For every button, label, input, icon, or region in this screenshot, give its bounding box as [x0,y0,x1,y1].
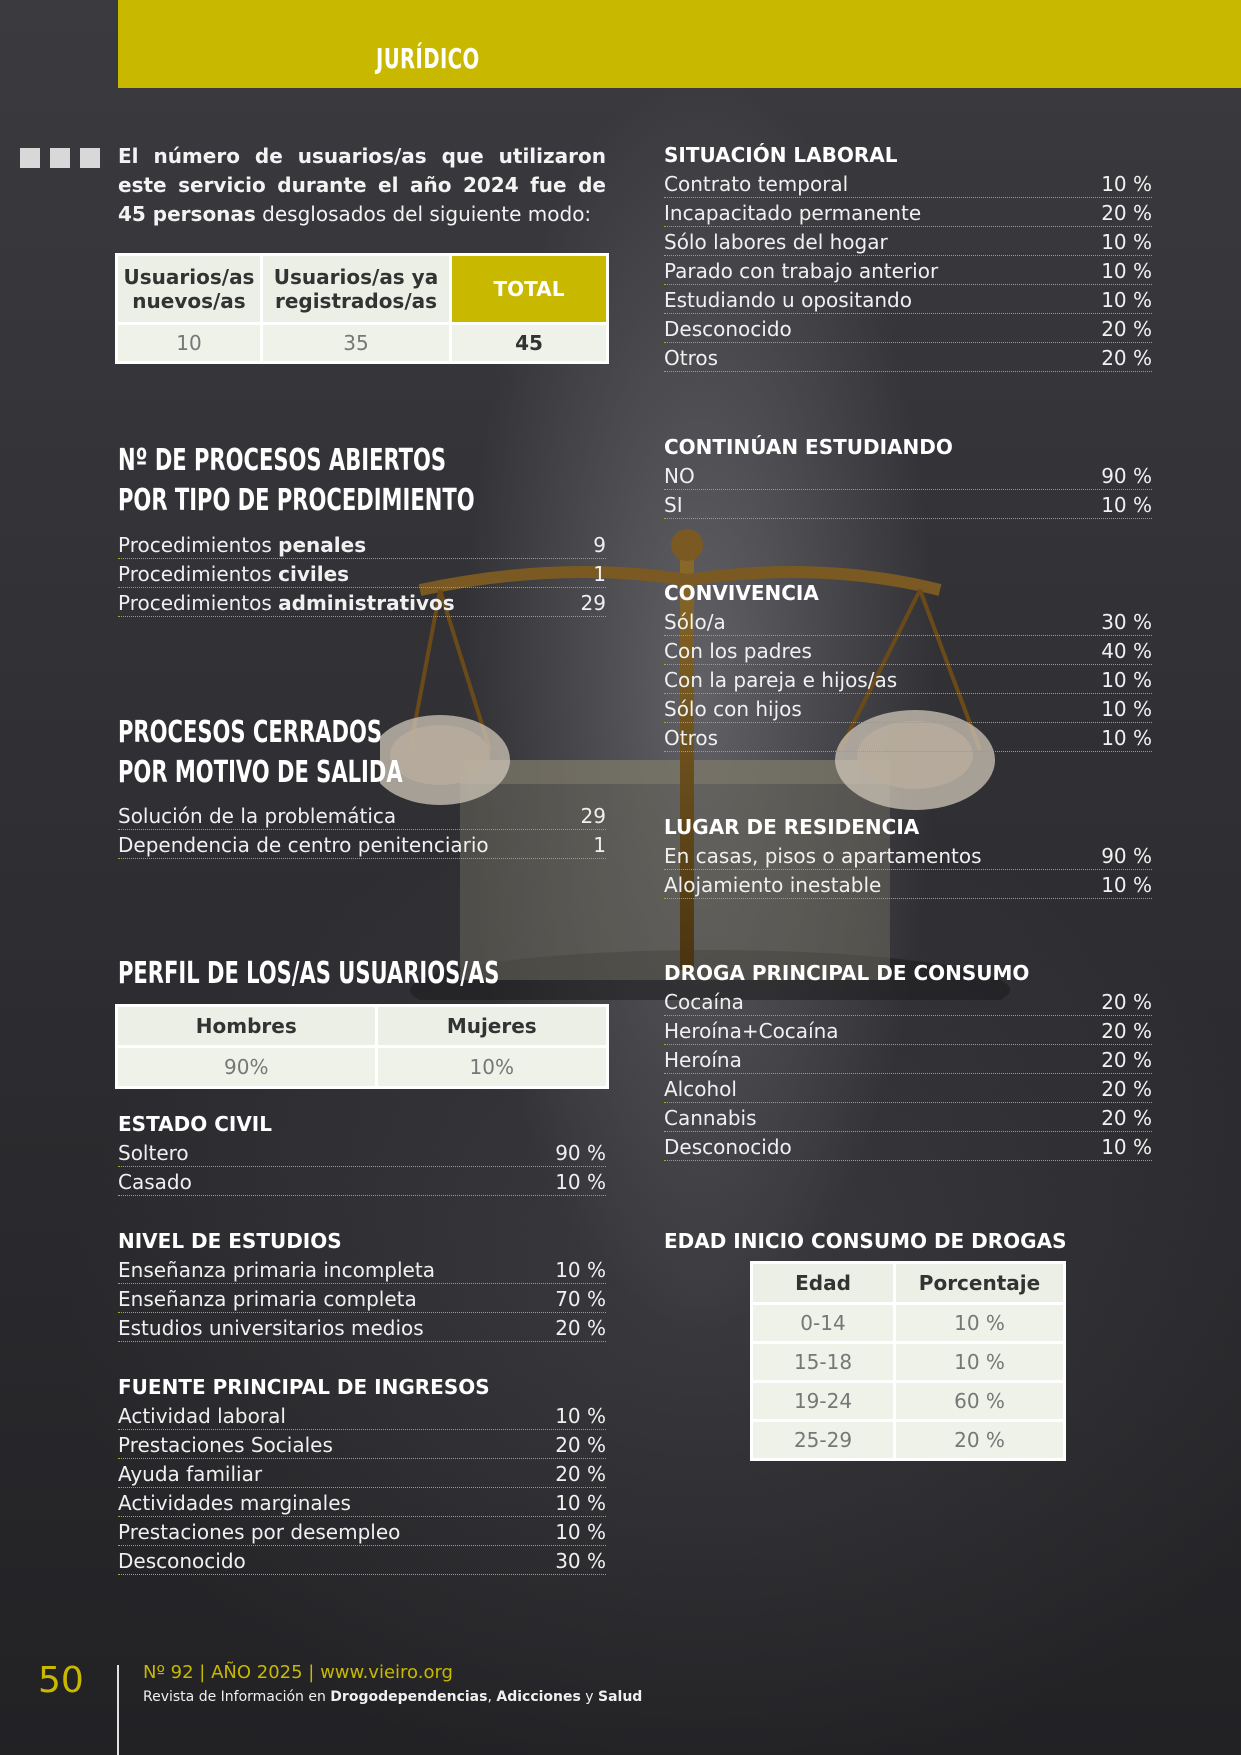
fuente-ingresos-list [118,1401,606,1575]
edad-inicio-table [750,1261,1066,1461]
item-value: 10 % [555,1170,606,1194]
procesos-cerrados-list [118,801,606,859]
item-value: 90 % [1101,464,1152,488]
usuarios-header-registrados: Usuarios/as ya registrados/as [263,256,449,322]
procesos-abiertos-list [118,530,606,617]
item-value: 10 % [1101,668,1152,692]
procesos-cerrados-title-line2: POR MOTIVO DE SALIDA [118,755,403,790]
list-item [664,607,1152,636]
perfil-value-mujeres: 10% [378,1048,606,1086]
item-value: 10 % [555,1491,606,1515]
item-label: Ayuda familiar [118,1462,263,1486]
fuente-ingresos-title: FUENTE PRINCIPAL DE INGRESOS [118,1375,490,1399]
intro-bold: El número de usuarios/as que utilizaron este servicio durante el año 2024 fue de 45 personas [118,144,606,226]
item-label: Enseñanza primaria completa [118,1287,417,1311]
item-value: 1 [593,562,606,586]
item-value: 20 % [1101,1077,1152,1101]
item-label: Cannabis [664,1106,757,1130]
item-value: 10 % [555,1520,606,1544]
list-item [118,1138,606,1167]
footer-magazine-prefix: Revista de Información en [143,1689,331,1705]
item-label: Sólo labores del hogar [664,230,888,254]
item-value: 20 % [555,1433,606,1457]
item-label-bold: administrativos [278,591,455,615]
item-value: 10 % [1101,873,1152,897]
list-item [118,1255,606,1284]
item-label: Actividad laboral [118,1404,286,1428]
item-label: Prestaciones por desempleo [118,1520,401,1544]
estado-civil-list [118,1138,606,1196]
porcentaje-cell: 10 % [896,1344,1063,1380]
item-value: 29 [580,804,606,828]
item-label: Actividades marginales [118,1491,351,1515]
item-value: 30 % [1101,610,1152,634]
procesos-abiertos-title-line1: Nº DE PROCESOS ABIERTOS [118,443,447,478]
square-icon [20,148,40,168]
list-item [664,490,1152,519]
item-value: 20 % [555,1316,606,1340]
list-item [664,841,1152,870]
item-label: En casas, pisos o apartamentos [664,844,982,868]
usuarios-value-total: 45 [452,325,606,361]
table-row [753,1344,1063,1380]
list-item [664,169,1152,198]
item-label: Alcohol [664,1077,737,1101]
item-label: NO [664,464,695,488]
section-title: JURÍDICO [376,42,480,75]
list-item [664,1016,1152,1045]
item-value: 20 % [1101,990,1152,1014]
usuarios-header-nuevos: Usuarios/as nuevos/as [118,256,260,322]
item-value: 10 % [555,1258,606,1282]
list-item [664,665,1152,694]
table-row [753,1305,1063,1341]
item-label: Sólo con hijos [664,697,802,721]
lugar-residencia-title: LUGAR DE RESIDENCIA [664,815,920,839]
list-item [118,1284,606,1313]
item-value: 70 % [555,1287,606,1311]
list-item [118,830,606,859]
list-item [118,1401,606,1430]
edad-cell: 15-18 [753,1344,893,1380]
list-item [664,636,1152,665]
item-label: Procedimientos [118,591,279,615]
convivencia-list [664,607,1152,752]
list-item [664,1074,1152,1103]
item-label: Prestaciones Sociales [118,1433,333,1457]
procesos-cerrados-heading [118,713,403,793]
list-item [118,801,606,830]
droga-principal-title: DROGA PRINCIPAL DE CONSUMO [664,961,1030,985]
table-row [753,1383,1063,1419]
item-value: 9 [593,533,606,557]
list-item [664,1132,1152,1161]
list-item [118,530,606,559]
item-label: Dependencia de centro penitenciario [118,833,489,857]
footer-sep: y [580,1689,599,1705]
item-value: 90 % [555,1141,606,1165]
item-label: Estudiando u opositando [664,288,912,312]
edad-header: Edad [753,1264,893,1302]
estado-civil-title: ESTADO CIVIL [118,1112,272,1136]
list-item [664,314,1152,343]
footer-magazine [143,1689,642,1705]
list-item [664,723,1152,752]
footer-magazine-topic2: Adicciones [496,1689,581,1705]
table-row [753,1422,1063,1458]
item-value: 10 % [555,1404,606,1428]
list-item [664,285,1152,314]
list-item [118,1459,606,1488]
list-item [664,1045,1152,1074]
continuan-estudiando-list [664,461,1152,519]
item-value: 20 % [1101,1106,1152,1130]
item-label: Estudios universitarios medios [118,1316,424,1340]
item-value: 90 % [1101,844,1152,868]
situacion-laboral-list [664,169,1152,372]
list-item [664,227,1152,256]
item-label: SI [664,493,683,517]
item-label: Desconocido [664,1135,792,1159]
situacion-laboral-title: SITUACIÓN LABORAL [664,143,898,167]
list-item [118,1546,606,1575]
item-label: Soltero [118,1141,189,1165]
item-value: 30 % [555,1549,606,1573]
item-value: 20 % [1101,317,1152,341]
item-label: Otros [664,346,719,370]
list-item [118,1488,606,1517]
list-item [664,198,1152,227]
item-label: Desconocido [118,1549,246,1573]
item-value: 10 % [1101,726,1152,750]
edad-cell: 0-14 [753,1305,893,1341]
usuarios-value-registrados: 35 [263,325,449,361]
item-label: Desconocido [664,317,792,341]
edad-cell: 19-24 [753,1383,893,1419]
procesos-cerrados-title-line1: PROCESOS CERRADOS [118,715,382,750]
list-item [118,1517,606,1546]
nivel-estudios-list [118,1255,606,1342]
item-value: 10 % [1101,288,1152,312]
droga-principal-list [664,987,1152,1161]
item-value: 20 % [1101,201,1152,225]
item-value: 1 [593,833,606,857]
intro-rest: desglosados del siguiente modo: [255,202,592,226]
item-value: 20 % [555,1462,606,1486]
nivel-estudios-title: NIVEL DE ESTUDIOS [118,1229,342,1253]
porcentaje-cell: 10 % [896,1305,1063,1341]
footer-issue: Nº 92 | AÑO 2025 | www.vieiro.org [143,1662,453,1683]
item-value: 10 % [1101,172,1152,196]
list-item [118,588,606,617]
item-label: Heroína [664,1048,742,1072]
list-item [664,461,1152,490]
procesos-abiertos-heading [118,441,475,521]
item-label: Procedimientos [118,562,279,586]
edad-cell: 25-29 [753,1422,893,1458]
item-label-bold: penales [278,533,367,557]
footer-sep: , [487,1689,497,1705]
item-value: 29 [580,591,606,615]
item-label: Enseñanza primaria incompleta [118,1258,435,1282]
item-label: Cocaína [664,990,744,1014]
item-label-bold: civiles [278,562,350,586]
procesos-abiertos-title-line2: POR TIPO DE PROCEDIMIENTO [118,483,475,518]
porcentaje-cell: 20 % [896,1422,1063,1458]
perfil-header-mujeres: Mujeres [378,1007,606,1045]
item-label: Otros [664,726,719,750]
list-item [664,694,1152,723]
item-label: Procedimientos [118,533,279,557]
list-item [118,1167,606,1196]
footer-magazine-topic1: Drogodependencias [330,1689,488,1705]
list-item [664,987,1152,1016]
item-value: 10 % [1101,493,1152,517]
footer-magazine-topic3: Salud [598,1689,643,1705]
item-value: 10 % [1101,1135,1152,1159]
item-value: 40 % [1101,639,1152,663]
perfil-header-hombres: Hombres [118,1007,375,1045]
usuarios-header-total: TOTAL [452,256,606,322]
item-value: 10 % [1101,230,1152,254]
item-value: 10 % [1101,697,1152,721]
intro-paragraph [118,142,606,229]
footer-divider [117,1665,119,1755]
perfil-heading: PERFIL DE LOS/AS USUARIOS/AS [118,956,500,991]
item-label: Incapacitado permanente [664,201,922,225]
convivencia-title: CONVIVENCIA [664,581,819,605]
list-item [664,870,1152,899]
porcentaje-header: Porcentaje [896,1264,1063,1302]
item-label: Casado [118,1170,192,1194]
item-value: 20 % [1101,1048,1152,1072]
perfil-value-hombres: 90% [118,1048,375,1086]
perfil-table [115,1004,609,1089]
item-value: 20 % [1101,1019,1152,1043]
item-value: 10 % [1101,259,1152,283]
square-icon [80,148,100,168]
continuan-estudiando-title: CONTINÚAN ESTUDIANDO [664,435,953,459]
decorative-squares [20,148,100,168]
list-item [664,256,1152,285]
list-item [664,343,1152,372]
item-label: Solución de la problemática [118,804,397,828]
lugar-residencia-list [664,841,1152,899]
page-number: 50 [38,1660,84,1701]
item-label: Parado con trabajo anterior [664,259,939,283]
porcentaje-cell: 60 % [896,1383,1063,1419]
item-label: Con los padres [664,639,812,663]
edad-inicio-title: EDAD INICIO CONSUMO DE DROGAS [664,1229,1067,1253]
item-value: 20 % [1101,346,1152,370]
item-label: Con la pareja e hijos/as [664,668,898,692]
item-label: Alojamiento inestable [664,873,882,897]
item-label: Contrato temporal [664,172,849,196]
list-item [118,559,606,588]
square-icon [50,148,70,168]
usuarios-value-nuevos: 10 [118,325,260,361]
list-item [664,1103,1152,1132]
item-label: Heroína+Cocaína [664,1019,839,1043]
section-header-band [118,0,1241,88]
usuarios-table [115,253,609,364]
item-label: Sólo/a [664,610,726,634]
list-item [118,1430,606,1459]
list-item [118,1313,606,1342]
